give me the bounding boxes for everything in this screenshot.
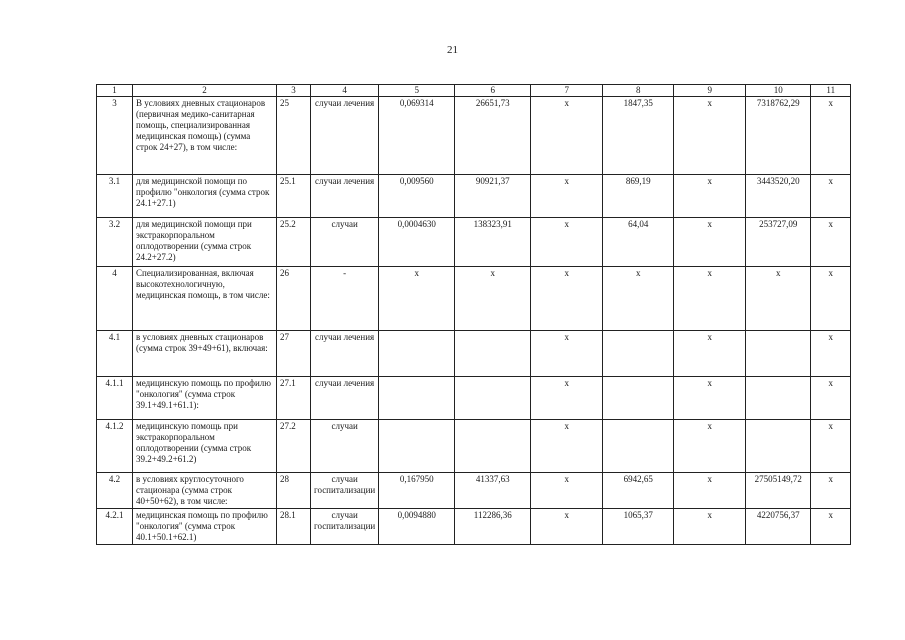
value-cell-col10: 27505149,72: [746, 473, 811, 509]
row-name-cell: В условиях дневных стационаров (первичная медико-санитарная помощь, специализированная медицинская помощь) (сумма строк 24+27), в том числе:: [133, 97, 277, 175]
value-cell-col8: x: [603, 267, 674, 331]
row-number-cell: 4.2.1: [97, 508, 133, 544]
unit-cell: случаи госпитализации: [311, 473, 379, 509]
value-cell-col7: x: [531, 508, 603, 544]
line-code-cell: 25: [277, 97, 311, 175]
value-cell-col11: x: [811, 175, 851, 218]
value-cell-col7: x: [531, 377, 603, 420]
line-code-cell: 26: [277, 267, 311, 331]
value-cell-col5: [379, 331, 455, 377]
value-cell-col8: [603, 377, 674, 420]
row-name-cell: медицинская помощь по профилю "онкология" (сумма строк 40.1+50.1+62.1): [133, 508, 277, 544]
value-cell-col9: x: [674, 508, 746, 544]
row-number-cell: 4.1: [97, 331, 133, 377]
column-header: 2: [133, 85, 277, 97]
value-cell-col6: 90921,37: [455, 175, 531, 218]
value-cell-col7: x: [531, 97, 603, 175]
column-header: 3: [277, 85, 311, 97]
value-cell-col7: x: [531, 420, 603, 473]
value-cell-col5: [379, 377, 455, 420]
value-cell-col8: 869,19: [603, 175, 674, 218]
line-code-cell: 28.1: [277, 508, 311, 544]
value-cell-col8: 64,04: [603, 218, 674, 267]
value-cell-col9: x: [674, 377, 746, 420]
column-header: 4: [311, 85, 379, 97]
page-number: 21: [447, 44, 458, 56]
column-header: 11: [811, 85, 851, 97]
value-cell-col10: 7318762,29: [746, 97, 811, 175]
table-row: [97, 218, 851, 267]
unit-cell: случаи: [311, 420, 379, 473]
unit-cell: -: [311, 267, 379, 331]
value-cell-col8: 1065,37: [603, 508, 674, 544]
value-cell-col10: 4220756,37: [746, 508, 811, 544]
value-cell-col11: x: [811, 377, 851, 420]
row-number-cell: 4.1.1: [97, 377, 133, 420]
value-cell-col11: x: [811, 420, 851, 473]
line-code-cell: 27: [277, 331, 311, 377]
unit-cell: случаи: [311, 218, 379, 267]
value-cell-col5: 0,0004630: [379, 218, 455, 267]
line-code-cell: 27.1: [277, 377, 311, 420]
line-code-cell: 27.2: [277, 420, 311, 473]
row-name-cell: медицинскую помощь по профилю "онкология" (сумма строк 39.1+49.1+61.1):: [133, 377, 277, 420]
value-cell-col9: x: [674, 331, 746, 377]
value-cell-col6: x: [455, 267, 531, 331]
unit-cell: случаи госпитализации: [311, 508, 379, 544]
header-row: [97, 85, 851, 97]
value-cell-col8: 1847,35: [603, 97, 674, 175]
row-name-cell: в условиях дневных стационаров (сумма строк 39+49+61), включая:: [133, 331, 277, 377]
value-cell-col8: 6942,65: [603, 473, 674, 509]
value-cell-col7: x: [531, 175, 603, 218]
column-header: 9: [674, 85, 746, 97]
value-cell-col6: 112286,36: [455, 508, 531, 544]
row-number-cell: 4.2: [97, 473, 133, 509]
value-cell-col10: 253727,09: [746, 218, 811, 267]
value-cell-col6: 26651,73: [455, 97, 531, 175]
table-row: [97, 420, 851, 473]
value-cell-col6: [455, 377, 531, 420]
row-name-cell: для медицинской помощи по профилю "онкология (сумма строк 24.1+27.1): [133, 175, 277, 218]
table-row: [97, 473, 851, 509]
value-cell-col7: x: [531, 473, 603, 509]
unit-cell: случаи лечения: [311, 377, 379, 420]
row-name-cell: в условиях круглосуточного стационара (сумма строк 40+50+62), в том числе:: [133, 473, 277, 509]
value-cell-col9: x: [674, 97, 746, 175]
line-code-cell: 28: [277, 473, 311, 509]
value-cell-col11: x: [811, 331, 851, 377]
value-cell-col10: [746, 420, 811, 473]
value-cell-col6: 41337,63: [455, 473, 531, 509]
value-cell-col8: [603, 420, 674, 473]
value-cell-col9: x: [674, 473, 746, 509]
row-number-cell: 3.1: [97, 175, 133, 218]
data-table: [96, 84, 851, 545]
line-code-cell: 25.2: [277, 218, 311, 267]
value-cell-col9: x: [674, 175, 746, 218]
value-cell-col11: x: [811, 267, 851, 331]
row-number-cell: 4: [97, 267, 133, 331]
value-cell-col7: x: [531, 267, 603, 331]
value-cell-col11: x: [811, 97, 851, 175]
table-row: [97, 377, 851, 420]
value-cell-col6: 138323,91: [455, 218, 531, 267]
row-number-cell: 3: [97, 97, 133, 175]
unit-cell: случаи лечения: [311, 97, 379, 175]
column-header: 5: [379, 85, 455, 97]
table-row: [97, 508, 851, 544]
value-cell-col5: 0,069314: [379, 97, 455, 175]
value-cell-col9: x: [674, 420, 746, 473]
value-cell-col10: x: [746, 267, 811, 331]
value-cell-col11: x: [811, 508, 851, 544]
line-code-cell: 25.1: [277, 175, 311, 218]
row-name-cell: для медицинской помощи при экстракорпоральном оплодотворении (сумма строк 24.2+27.2): [133, 218, 277, 267]
value-cell-col5: 0,0094880: [379, 508, 455, 544]
value-cell-col7: x: [531, 331, 603, 377]
value-cell-col9: x: [674, 267, 746, 331]
column-header: 6: [455, 85, 531, 97]
value-cell-col5: x: [379, 267, 455, 331]
value-cell-col11: x: [811, 218, 851, 267]
value-cell-col5: 0,167950: [379, 473, 455, 509]
value-cell-col6: [455, 331, 531, 377]
value-cell-col5: 0,009560: [379, 175, 455, 218]
column-header: 1: [97, 85, 133, 97]
value-cell-col5: [379, 420, 455, 473]
column-header: 8: [603, 85, 674, 97]
unit-cell: случаи лечения: [311, 175, 379, 218]
value-cell-col8: [603, 331, 674, 377]
value-cell-col10: [746, 377, 811, 420]
value-cell-col11: x: [811, 473, 851, 509]
value-cell-col10: 3443520,20: [746, 175, 811, 218]
table-row: [97, 267, 851, 331]
unit-cell: случаи лечения: [311, 331, 379, 377]
value-cell-col7: x: [531, 218, 603, 267]
row-name-cell: Специализированная, включая высокотехнологичную, медицинская помощь, в том числе:: [133, 267, 277, 331]
column-header: 10: [746, 85, 811, 97]
table-row: [97, 97, 851, 175]
value-cell-col10: [746, 331, 811, 377]
row-number-cell: 4.1.2: [97, 420, 133, 473]
table-row: [97, 175, 851, 218]
row-name-cell: медицинскую помощь при экстракорпоральном оплодотворении (сумма строк 39.2+49.2+61.2): [133, 420, 277, 473]
row-number-cell: 3.2: [97, 218, 133, 267]
value-cell-col6: [455, 420, 531, 473]
table-row: [97, 331, 851, 377]
column-header: 7: [531, 85, 603, 97]
value-cell-col9: x: [674, 218, 746, 267]
